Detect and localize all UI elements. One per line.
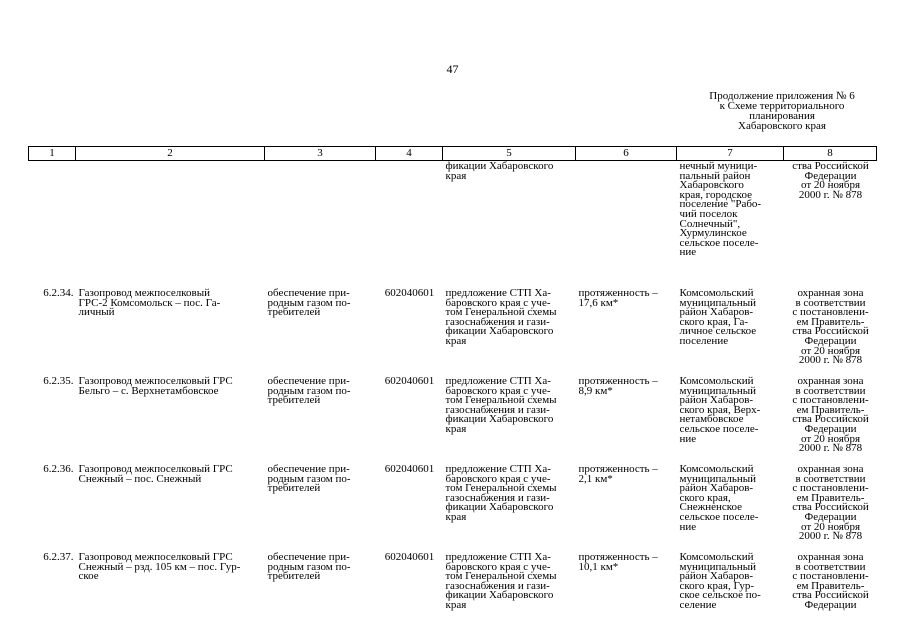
table-row xyxy=(29,544,877,613)
cell-code: 602040601 xyxy=(384,287,435,299)
table-row xyxy=(29,368,877,456)
annex-caption-line: Продолжение приложения № 6 xyxy=(709,90,855,102)
cell-empty xyxy=(376,161,443,281)
cell-code: 602040601 xyxy=(384,463,435,475)
cell-object-name: Газопровод межпоселковый ГРС Бельго – с. Верхнетамбовское xyxy=(78,375,233,397)
cell-code: 602040601 xyxy=(384,375,435,387)
cell-empty xyxy=(265,161,376,281)
cell-protection-zone: охранная зона в соответствии с постановлени- ем Правитель- ства Российской Федерации от 20 ноября 2000 г. № 878 xyxy=(792,463,869,543)
column-header: 2 xyxy=(76,147,265,161)
cell-basis: предложение СТП Ха- баровского края с уче- том Генеральной схемы газоснабжения и гази- фикации Хабаровского края xyxy=(445,463,557,523)
planning-table xyxy=(28,146,877,613)
cell-code: 602040601 xyxy=(384,551,435,563)
cell-number: 6.2.37. xyxy=(43,551,74,563)
table-header-row xyxy=(29,147,877,161)
cell-length: протяженность – 17,6 км* xyxy=(578,287,658,309)
annex-caption-line: планирования xyxy=(749,110,815,122)
cell-protection-zone: охранная зона в соответствии с постановлени- ем Правитель- ства Российской Федерации от 20 ноября 2000 г. № 878 xyxy=(792,375,869,455)
cell-purpose: обеспечение при- родным газом по- требителей xyxy=(267,287,351,319)
cell-location: Комсомольский муниципальный район Хабаров- ского края, Снежненское сельское поселе- ние xyxy=(679,463,759,533)
column-header: 6 xyxy=(576,147,677,161)
annex-caption xyxy=(692,91,872,131)
column-header: 7 xyxy=(677,147,784,161)
annex-caption-line: Хабаровского края xyxy=(738,120,826,132)
column-header: 4 xyxy=(376,147,443,161)
cell-length: протяженность – 2,1 км* xyxy=(578,463,658,485)
column-header: 5 xyxy=(443,147,576,161)
table-row-continuation xyxy=(29,161,877,281)
table-row xyxy=(29,456,877,544)
annex-caption-line: к Схеме территориального xyxy=(719,100,845,112)
cell-purpose: обеспечение при- родным газом по- требителей xyxy=(267,463,351,495)
cell-location: нечный муници- пальный район Хабаровского края, городское поселение "Рабо- чий поселок Солнечный", Хурмулинское сельское поселе- ние xyxy=(679,160,762,259)
cell-empty xyxy=(29,161,76,281)
page-number: 47 xyxy=(446,62,459,76)
cell-object-name: Газопровод межпоселковый ГРС Снежный – пос. Снежный xyxy=(78,463,233,485)
cell-basis: предложение СТП Ха- баровского края с уче- том Генеральной схемы газоснабжения и гази- фикации Хабаровского края xyxy=(445,375,557,435)
column-header: 8 xyxy=(784,147,877,161)
cell-protection-zone: ства Российской Федерации от 20 ноября 2000 г. № 878 xyxy=(792,160,869,201)
cell-basis: фикации Хабаровского края xyxy=(445,160,554,182)
cell-purpose: обеспечение при- родным газом по- требителей xyxy=(267,551,351,583)
cell-protection-zone: охранная зона в соответствии с постановлени- ем Правитель- ства Российской Федерации от 20 ноября 2000 г. № 878 xyxy=(792,287,869,367)
cell-purpose: обеспечение при- родным газом по- требителей xyxy=(267,375,351,407)
cell-protection-zone: охранная зона в соответствии с постановлени- ем Правитель- ства Российской Федерации xyxy=(792,551,869,611)
cell-object-name: Газопровод межпоселковый ГРС-2 Комсомольск – пос. Га- личный xyxy=(78,287,221,319)
cell-empty xyxy=(576,161,677,281)
cell-basis: предложение СТП Ха- баровского края с уче- том Генеральной схемы газоснабжения и гази- фикации Хабаровского края xyxy=(445,287,557,347)
cell-number: 6.2.36. xyxy=(43,463,74,475)
column-header: 3 xyxy=(265,147,376,161)
cell-location: Комсомольский муниципальный район Хабаров- ского края, Верх- нетамбовское сельское поселе- ние xyxy=(679,375,761,445)
cell-location: Комсомольский муниципальный район Хабаров- ского края, Га- личное сельское поселение xyxy=(679,287,757,347)
column-header: 1 xyxy=(29,147,76,161)
cell-empty xyxy=(76,161,265,281)
cell-basis: предложение СТП Ха- баровского края с уче- том Генеральной схемы газоснабжения и гази- фикации Хабаровского края xyxy=(445,551,557,611)
cell-number: 6.2.35. xyxy=(43,375,74,387)
cell-number: 6.2.34. xyxy=(43,287,74,299)
cell-object-name: Газопровод межпоселковый ГРС Снежный – рзд. 105 км – пос. Гур- ское xyxy=(78,551,241,583)
cell-length: протяженность – 10,1 км* xyxy=(578,551,658,573)
cell-length: протяженность – 8,9 км* xyxy=(578,375,658,397)
cell-location: Комсомольский муниципальный район Хабаров- ского края, Гур- ское сельское по- селение xyxy=(679,551,761,611)
table-row xyxy=(29,280,877,368)
